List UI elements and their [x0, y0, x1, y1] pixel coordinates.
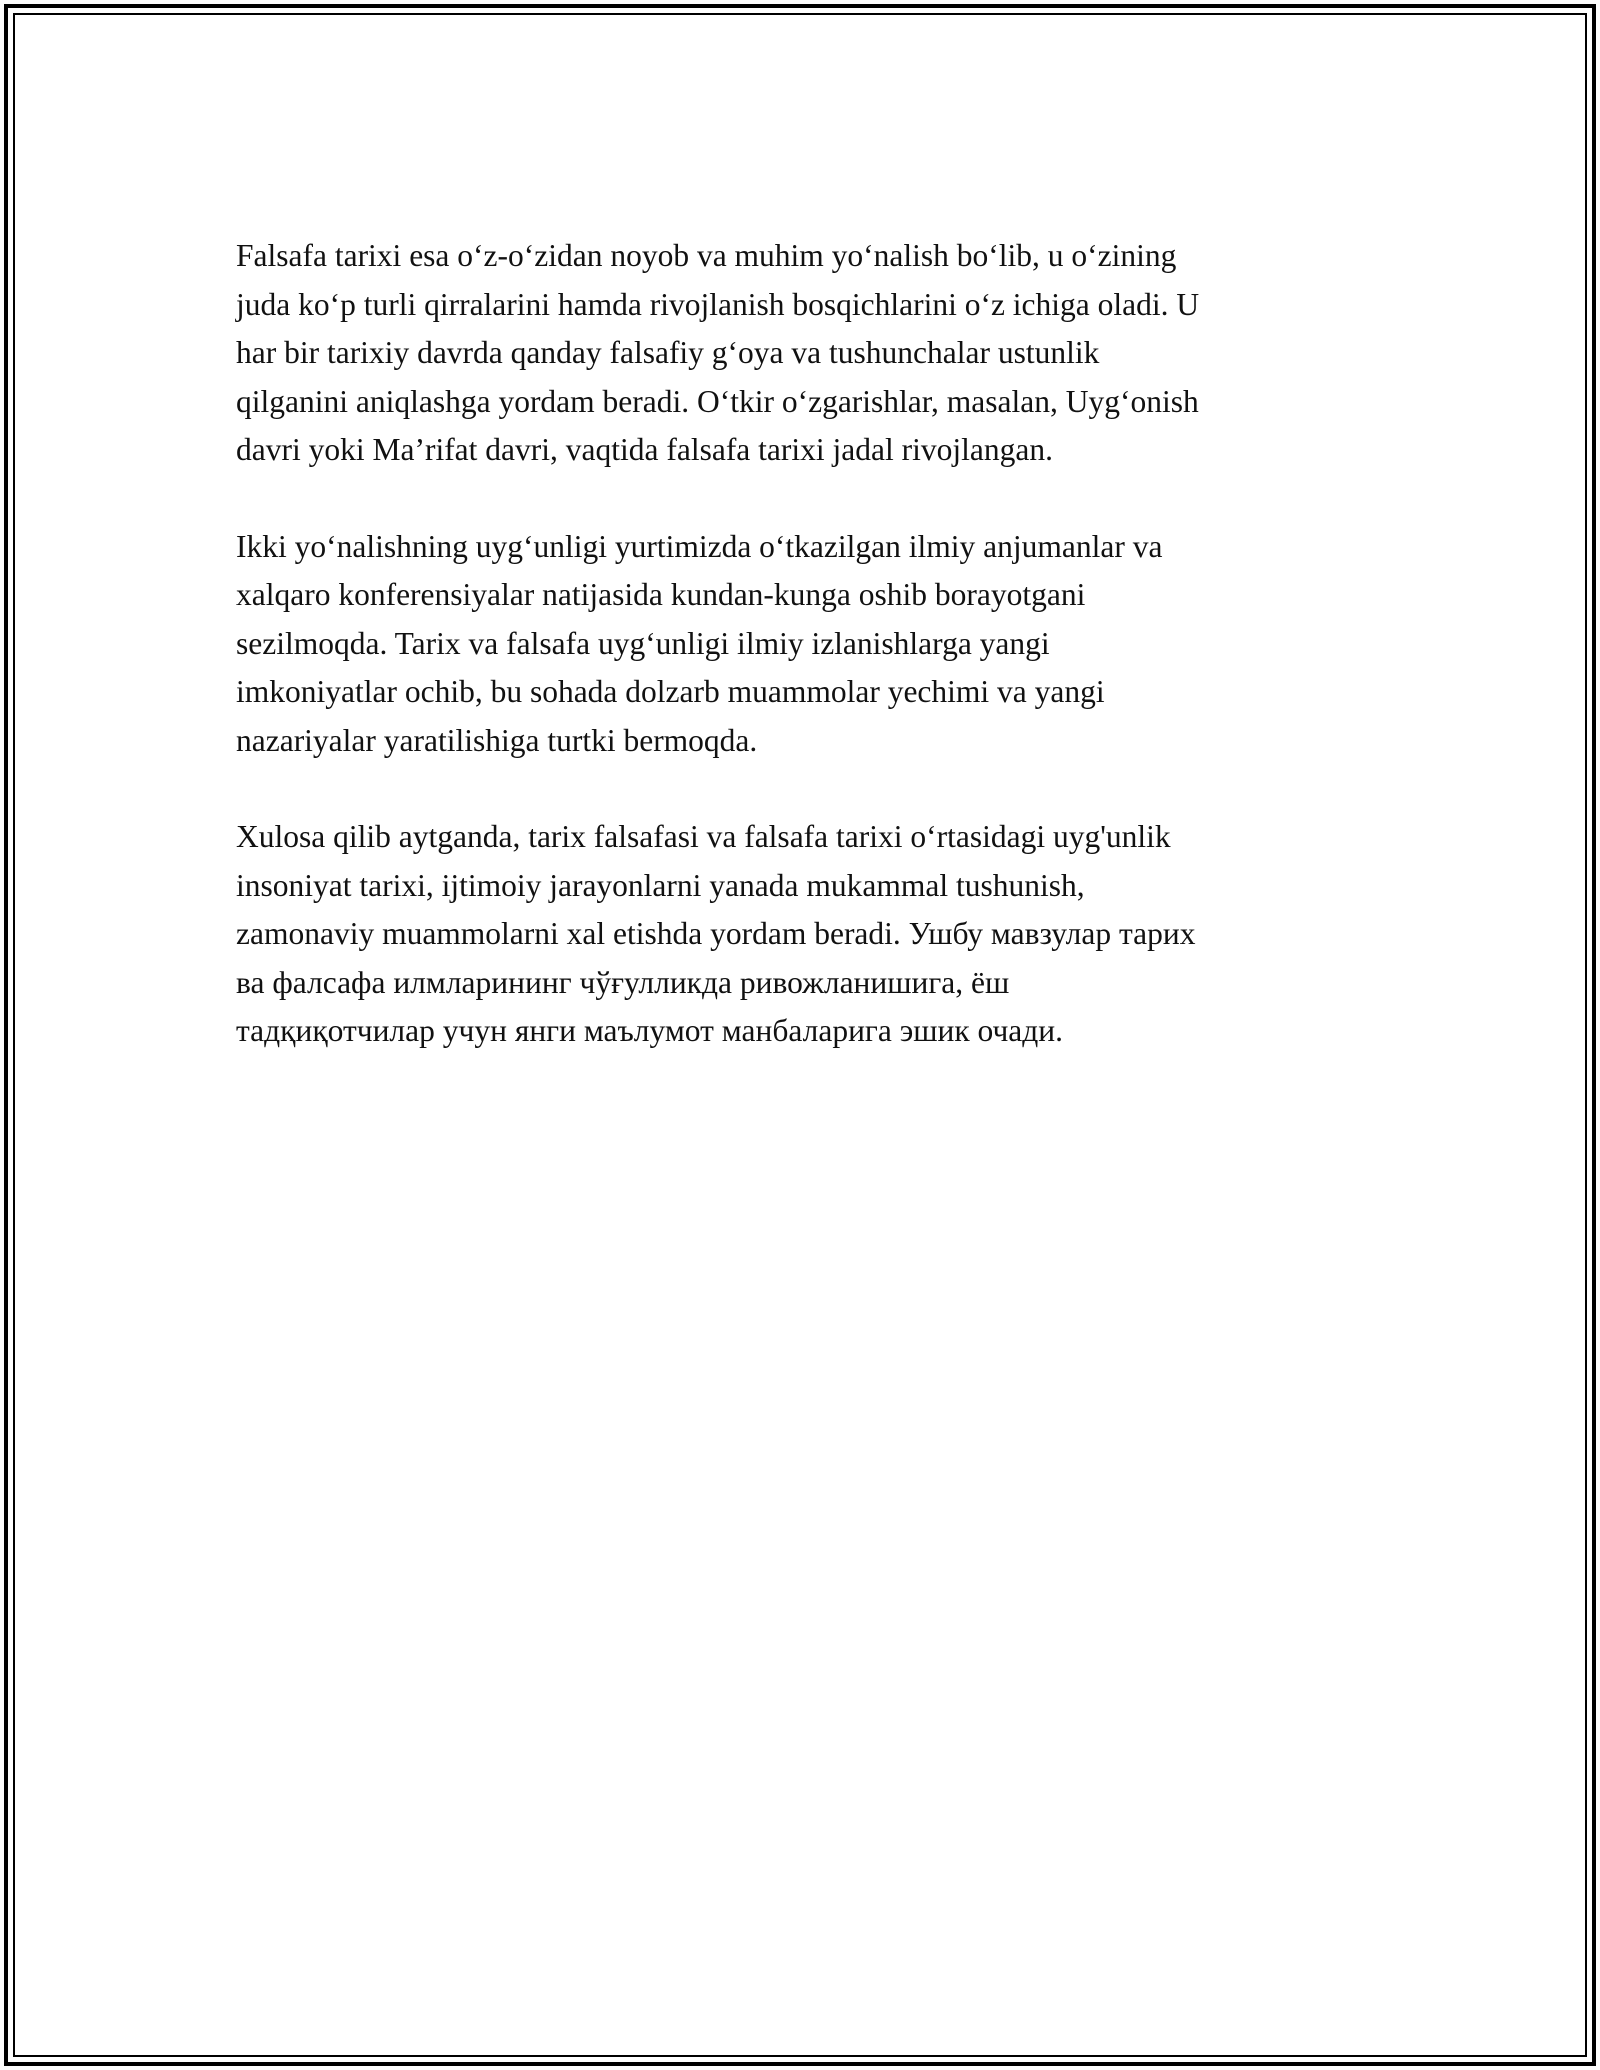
- document-body: [236, 232, 1366, 1104]
- paragraph-1: Falsafa tarixi esa o‘z-o‘zidan noyob va muhim yo‘nalish bo‘lib, u o‘zining juda ko‘p turli qirralarini hamda rivojlanish bosqichlarini o‘z ichiga oladi. U har bir tarixiy davrda qanday falsafiy g‘oya va tushunchalar ustunlik qilganini aniqlashga yordam beradi. O‘tkir o‘zgarishlar, masalan, Uyg‘onish davri yoki Ma’rifat davri, vaqtida falsafa tarixi jadal rivojlangan.: [236, 238, 1200, 467]
- paragraph-2: Ikki yo‘nalishning uyg‘unligi yurtimizda o‘tkazilgan ilmiy anjumanlar va xalqaro konferensiyalar natijasida kundan-kunga oshib borayotgani sezilmoqda. Tarix va falsafa uyg‘unligi ilmiy izlanishlarga yangi imkoniyatlar ochib, bu sohada dolzarb muammolar yechimi va yangi nazariyalar yaratilishiga turtki bermoqda.: [236, 528, 1163, 758]
- paragraph-3: Xulosa qilib aytganda, tarix falsafasi va falsafa tarixi o‘rtasidagi uyg'unlik insoniyat tarixi, ijtimoiy jarayonlarni yanada mukammal tushunish, zamonaviy muammolarni xal etishda yordam beradi. Ушбу мавзулар тарих ва фалсафа илмларининг чўғулликда ривожланишига, ёш тадқиқотчилар учун янги маълумот манбаларига эшик очади.: [236, 819, 1196, 1048]
